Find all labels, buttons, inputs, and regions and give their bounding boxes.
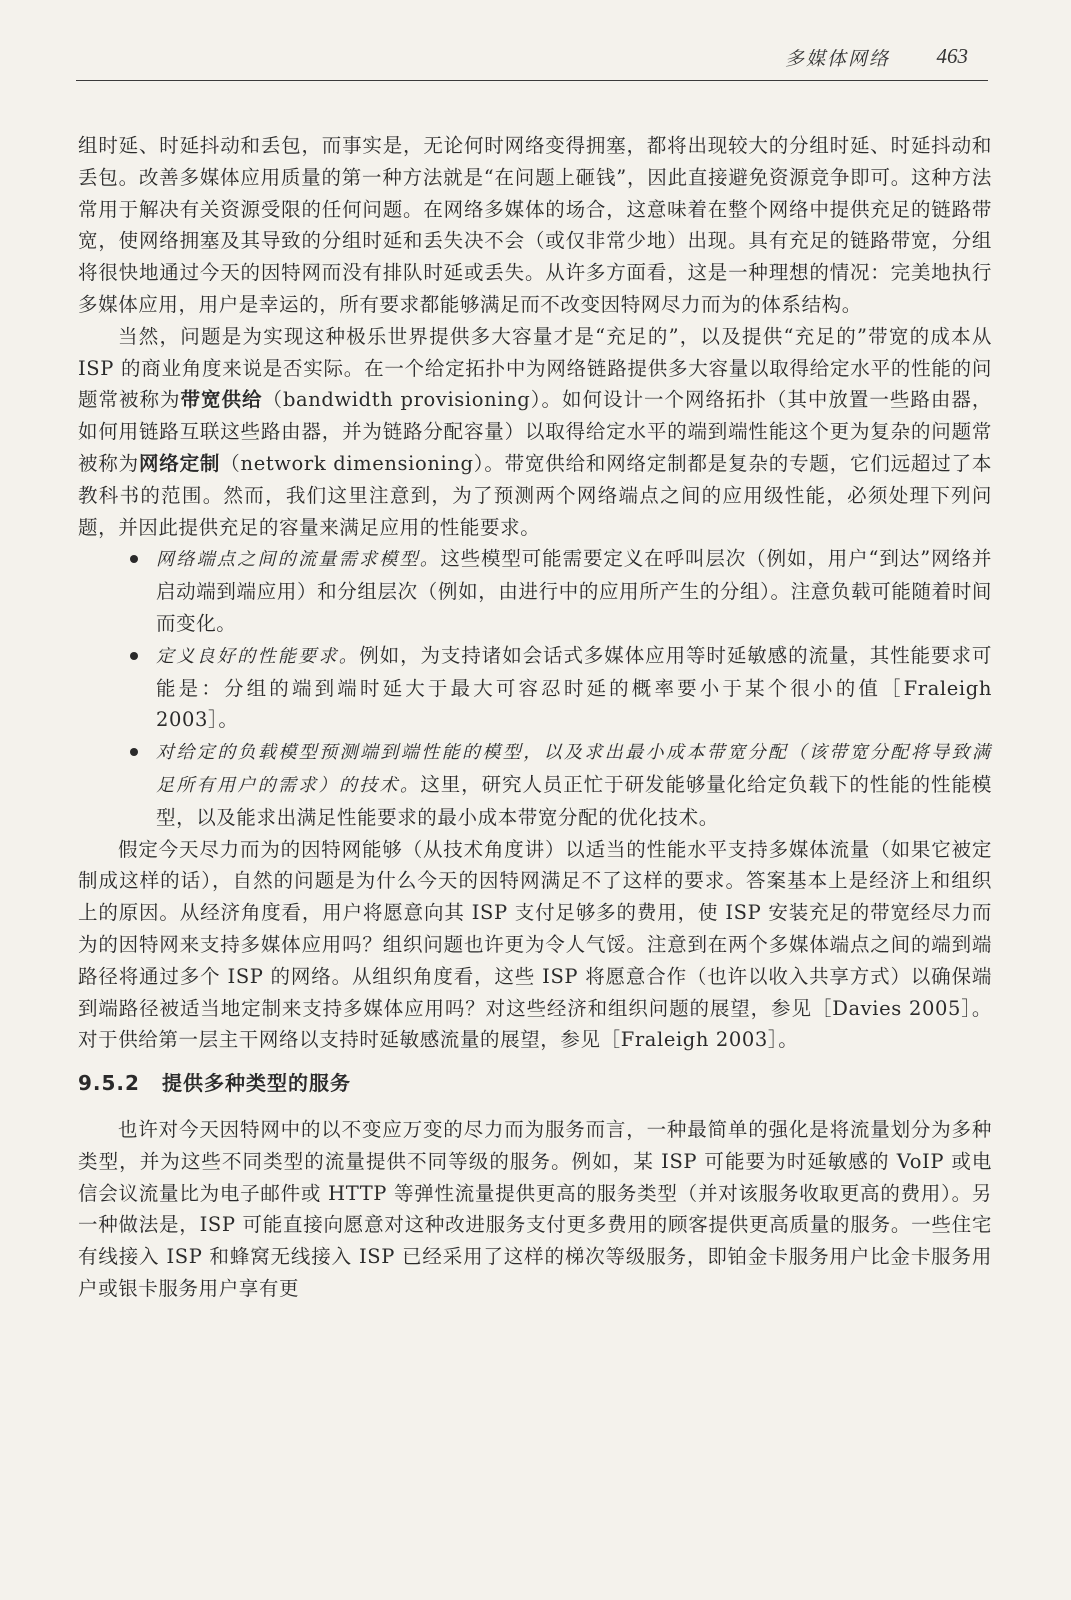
section-title: 提供多种类型的服务 (161, 1071, 351, 1096)
running-title: 多媒体网络 (784, 48, 890, 70)
section-heading (78, 1068, 992, 1100)
term-bandwidth-provisioning: 带宽供给 (180, 388, 263, 412)
list-item-text: 例如，为支持诸如会话式多媒体应用等时延敏感的流量，其性能要求可能是：分组的端到端时延大于最大可容忍时延的概率要小于某个很小的值［Fraleigh 2003］。 (156, 643, 993, 732)
bullet-list (78, 543, 992, 833)
running-header (76, 40, 988, 81)
list-item-text: 这些模型可能需要定义在呼叫层次（例如，用户“到达”网络并启动端到端应用）和分组层次（例如，由进行中的应用所产生的分组）。注意负载可能随着时间而变化。 (156, 547, 992, 635)
list-item-lead: 网络端点之间的流量需求模型。 (156, 549, 441, 571)
list-item (78, 543, 992, 639)
bullet-dot-icon (130, 748, 138, 756)
list-item (78, 736, 992, 833)
paragraph-2-text-b: （bandwidth provisioning）。如何设计一个网络拓扑（其中放置一些路由器，如何用链路互联这些路由器，并为链路分配容量）以取得给定水平的端到端性能这个更为复杂的问题常被称为 (78, 388, 992, 475)
paragraph-2 (78, 321, 992, 544)
page-number: 463 (936, 44, 968, 68)
bullet-dot-icon (130, 652, 138, 660)
list-item (78, 640, 992, 736)
term-network-dimensioning: 网络定制 (138, 451, 221, 475)
bullet-dot-icon (130, 555, 138, 563)
paragraph-1: 组时延、时延抖动和丢包，而事实是，无论何时网络变得拥塞，都将出现较大的分组时延、时延抖动和丢包。改善多媒体应用质量的第一种方法就是“在问题上砸钱”，因此直接避免资源竞争即可。这种方法常用于解决有关资源受限的任何问题。在网络多媒体的场合，这意味着在整个网络中提供充足的链路带宽，使网络拥塞及其导致的分组时延和丢失决不会（或仅非常少地）出现。具有充足的链路带宽，分组将很快地通过今天的因特网而没有排队时延或丢失。从许多方面看，这是一种理想的情况：完美地执行多媒体应用，用户是幸运的，所有要求都能够满足而不改变因特网尽力而为的体系结构。 (78, 134, 992, 316)
list-item-text: 这里，研究人员正忙于研发能够量化给定负载下的性能的性能模型，以及能求出满足性能要求的最小成本带宽分配的优化技术。 (156, 772, 992, 829)
paragraph-2-text-c: （network dimensioning）。带宽供给和网络定制都是复杂的专题，它们远超过了本教科书的范围。然而，我们这里注意到，为了预测两个网络端点之间的应用级性能，必须处理下列问题，并因此提供充足的容量来满足应用的性能要求。 (78, 451, 992, 539)
list-item-lead: 对给定的负载模型预测端到端性能的模型，以及求出最小成本带宽分配（该带宽分配将导致满足所有用户的需求）的技术。 (156, 742, 992, 796)
section-number: 9.5.2 (78, 1071, 140, 1096)
paragraph-2-text-a: 当然，问题是为实现这种极乐世界提供多大容量才是“充足的”，以及提供“充足的”带宽的成本从 ISP 的商业角度来说是否实际。在一个给定拓扑中为网络链路提供多大容量以取得给定水平的性能的问题常被称为 (78, 324, 992, 412)
paragraph-4: 也许对今天因特网中的以不变应万变的尽力而为服务而言，一种最简单的强化是将流量划分为多种类型，并为这些不同类型的流量提供不同等级的服务。例如，某 ISP 可能要为时延敏感的 VoIP 或电信会议流量比为电子邮件或 HTTP 等弹性流量提供更高的服务类型（并对该服务收取更高的费用）。另一种做法是，ISP 可能直接向愿意对这种改进服务支付更多费用的顾客提供更高质量的服务。一些住宅有线接入 ISP 和蜂窝无线接入 ISP 已经采用了这样的梯次等级服务，即铂金卡服务用户比金卡服务用户或银卡服务用户享有更 (78, 1117, 992, 1300)
page-body (78, 130, 992, 1305)
paragraph-3: 假定今天尽力而为的因特网能够（从技术角度讲）以适当的性能水平支持多媒体流量（如果它被定制成这样的话），自然的问题是为什么今天的因特网满足不了这样的要求。答案基本上是经济上和组织上的原因。从经济角度看，用户将愿意向其 ISP 支付足够多的费用，使 ISP 安装充足的带宽经尽力而为的因特网来支持多媒体应用吗？组织问题也许更为令人气馁。注意到在两个多媒体端点之间的端到端路径将通过多个 ISP 的网络。从组织角度看，这些 ISP 将愿意合作（也许以收入共享方式）以确保端到端路径被适当地定制来支持多媒体应用吗？对这些经济和组织问题的展望，参见［Davies 2005］。对于供给第一层主干网络以支持时延敏感流量的展望，参见［Fraleigh 2003］。 (78, 837, 992, 1052)
list-item-lead: 定义良好的性能要求。 (156, 645, 360, 667)
